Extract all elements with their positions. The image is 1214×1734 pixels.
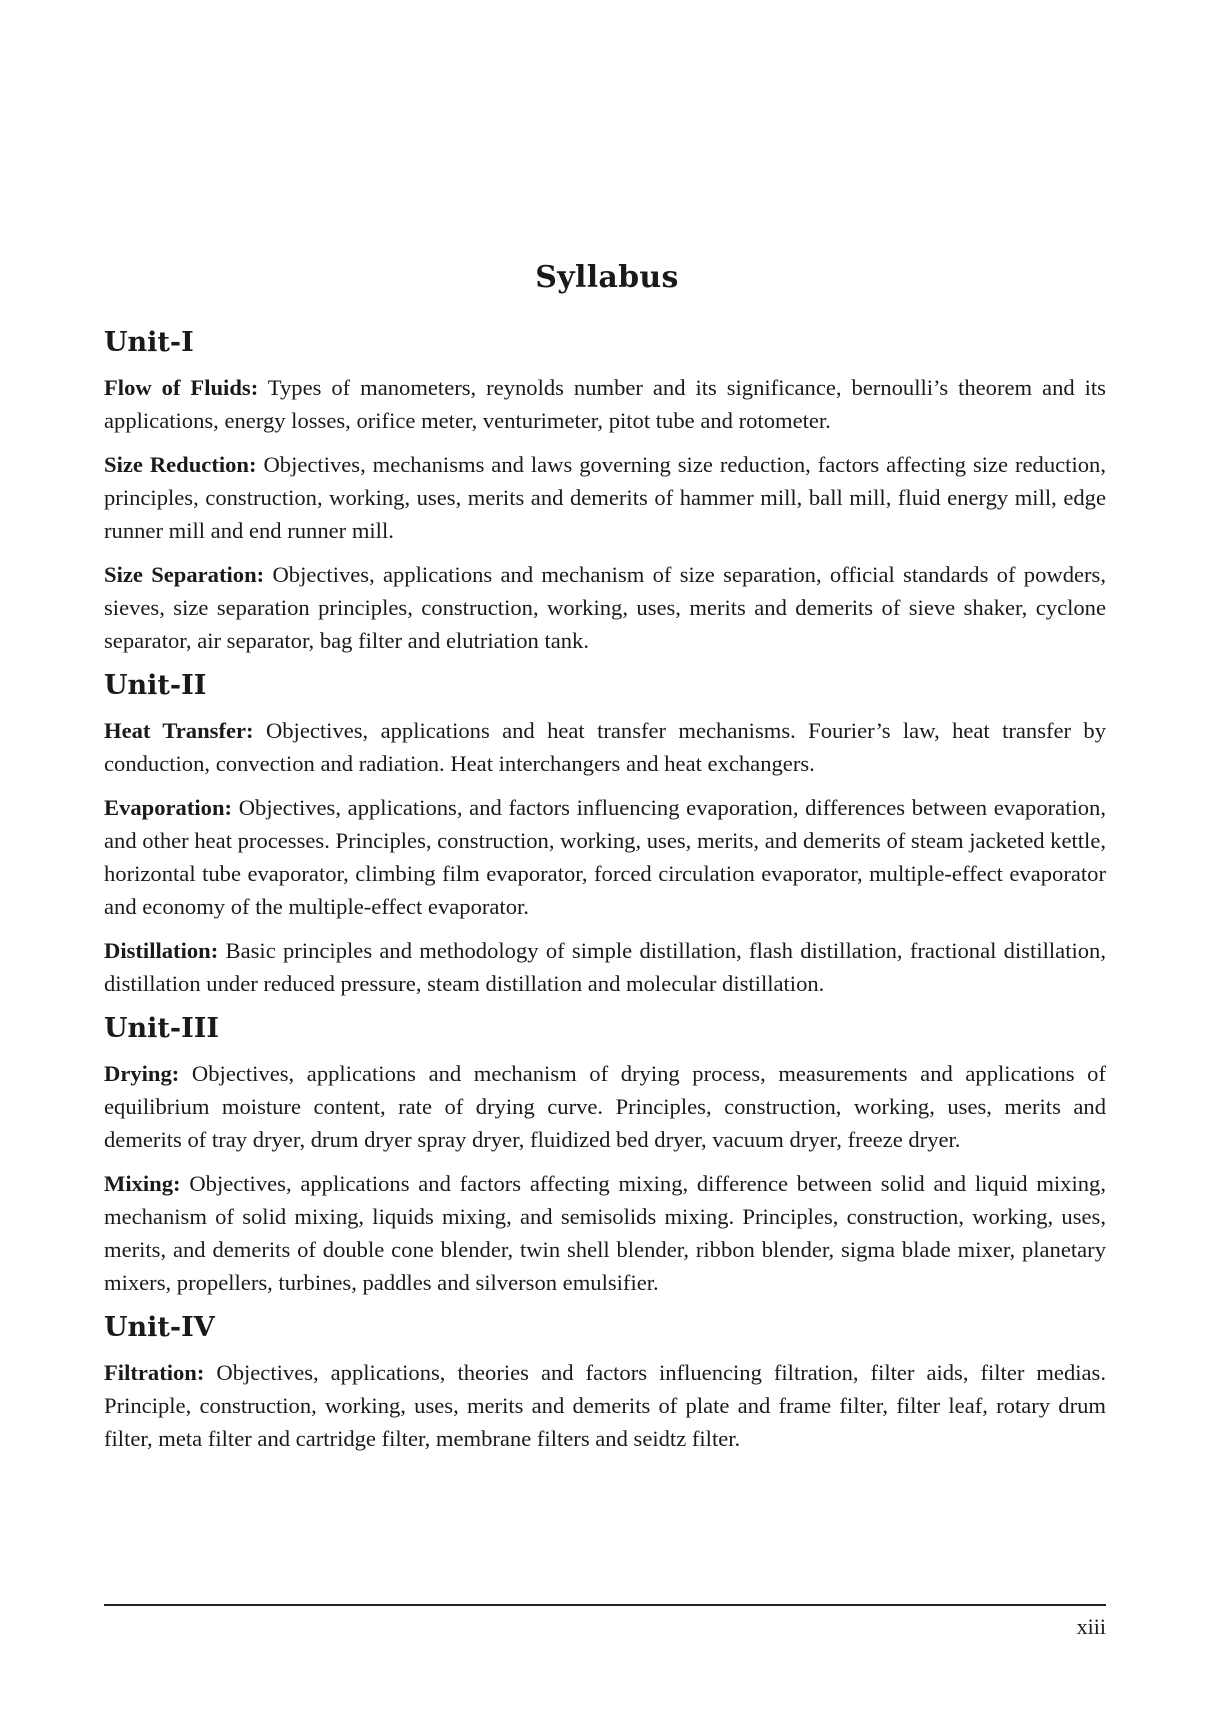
topic-paragraph (104, 448, 1106, 547)
unit-section (104, 1011, 1106, 1299)
unit-heading: Unit-II (104, 670, 207, 701)
topic-text: Objectives, applications and mechanism of drying process, measurements and applications of equilibrium moisture content, rate of drying curve. Principles, construction, working, uses, merits and demerits of tray dryer, drum dryer spray dryer, fluidized bed dryer, vacuum dryer, freeze dryer. (104, 1061, 1106, 1152)
footer-divider (104, 1604, 1106, 1606)
unit-heading: Unit-III (104, 1013, 220, 1044)
topic-text: Types of manometers, reynolds number and its significance, bernoulli’s theorem and its applications, energy losses, orifice meter, venturimeter, pitot tube and rotometer. (104, 375, 1106, 433)
page-title: Syllabus (535, 260, 679, 295)
topic-paragraph (104, 1057, 1106, 1156)
topic-text: Objectives, applications and factors affecting mixing, difference between solid and liquid mixing, mechanism of solid mixing, liquids mixing, and semisolids mixing. Principles, construction, working, uses, merits, and demerits of double cone blender, twin shell blender, ribbon blender, sigma blade mixer, planetary mixers, propellers, turbines, paddles and silverson emulsifier. (104, 1171, 1106, 1295)
topic-text: Objectives, applications and mechanism of size separation, official standards of powders, sieves, size separation principles, construction, working, uses, merits and demerits of sieve shaker, cyclone separator, air separator, bag filter and elutriation tank. (104, 562, 1106, 653)
topic-title: Size Separation: (104, 562, 265, 587)
unit-section (104, 1310, 1106, 1455)
topic-paragraph (104, 714, 1106, 780)
unit-section (104, 325, 1106, 657)
topic-text: Objectives, applications and heat transfer mechanisms. Fourier’s law, heat transfer by conduction, convection and radiation. Heat interchangers and heat exchangers. (104, 718, 1107, 776)
page-number: xiii (1076, 1614, 1106, 1639)
topic-title: Drying: (104, 1061, 180, 1086)
topic-title: Heat Transfer: (104, 718, 254, 743)
topic-paragraph (104, 934, 1106, 1000)
topic-title: Size Reduction: (104, 452, 257, 477)
topic-title: Distillation: (104, 938, 219, 963)
unit-heading: Unit-I (104, 327, 194, 358)
topic-paragraph (104, 791, 1106, 923)
topic-text: Basic principles and methodology of simple distillation, flash distillation, fractional distillation, distillation under reduced pressure, steam distillation and molecular distillation. (104, 938, 1106, 996)
topic-title: Flow of Fluids: (104, 375, 259, 400)
topic-paragraph (104, 1167, 1106, 1299)
topic-paragraph (104, 1356, 1106, 1455)
topic-text: Objectives, applications, and factors influencing evaporation, differences between evaporation, and other heat processes. Principles, construction, working, uses, merits, and demerits of steam jacketed kettle, horizontal tube evaporator, climbing film evaporator, forced circulation evaporator, multiple-effect evaporator and economy of the multiple-effect evaporator. (104, 795, 1107, 919)
topic-text: Objectives, applications, theories and factors influencing filtration, filter aids, filter medias. Principle, construction, working, uses, merits and demerits of plate and frame filter, filter leaf, rotary drum filter, meta filter and cartridge filter, membrane filters and seidtz filter. (104, 1360, 1106, 1451)
topic-title: Filtration: (104, 1360, 205, 1385)
unit-heading: Unit-IV (104, 1312, 215, 1343)
topic-title: Evaporation: (104, 795, 233, 820)
topic-text: Objectives, mechanisms and laws governing size reduction, factors affecting size reduction, principles, construction, working, uses, merits and demerits of hammer mill, ball mill, fluid energy mill, edge runner mill and end runner mill. (104, 452, 1106, 543)
topic-title: Mixing: (104, 1171, 181, 1196)
topic-paragraph (104, 371, 1106, 437)
topic-paragraph (104, 558, 1106, 657)
syllabus-content (104, 325, 1106, 1466)
unit-section (104, 668, 1106, 1000)
